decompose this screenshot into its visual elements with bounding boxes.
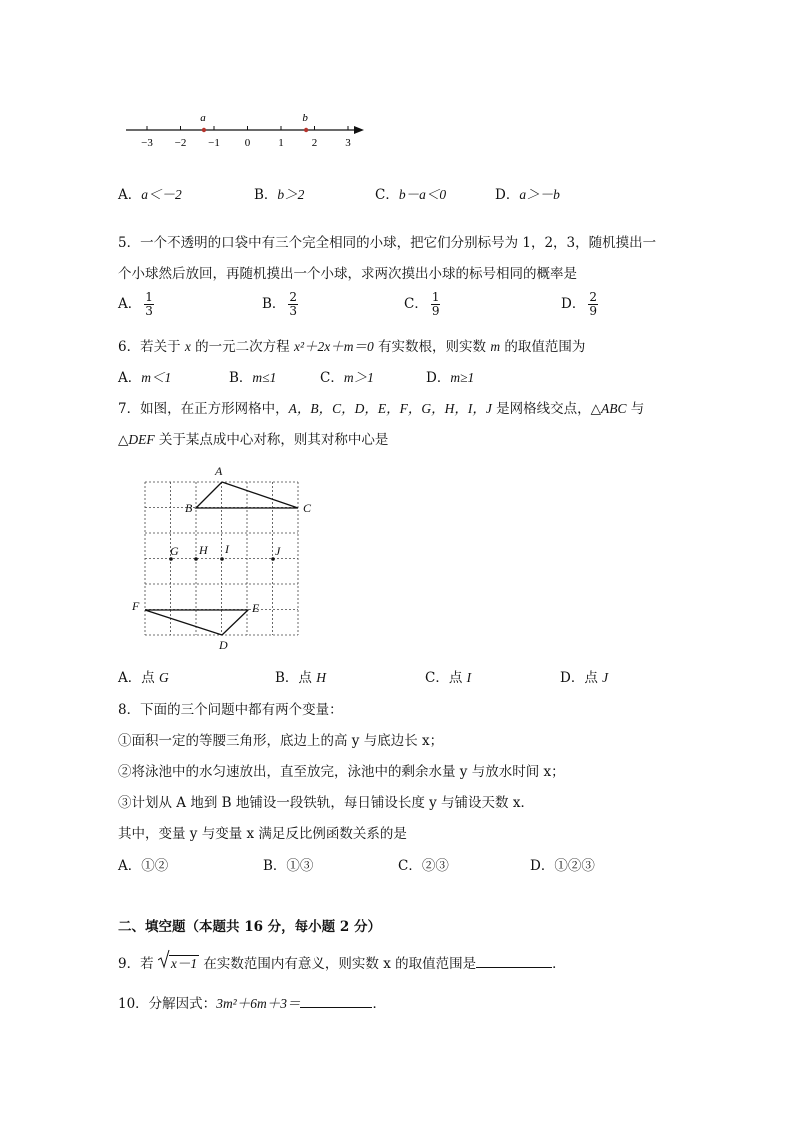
label-e: E (252, 601, 260, 615)
number-line-arrow (354, 126, 364, 134)
q8-item3: ③计划从 A 地到 B 地铺设一段铁轨，每日铺设长度 y 与铺设天数 x． (118, 795, 534, 811)
q4-option-d[interactable]: D．a＞－b (495, 187, 560, 203)
q5-option-c[interactable]: C． $\frac{1}{9}$ (404, 290, 440, 318)
number-line-tick-label: 1 (278, 137, 284, 149)
label-f: F (132, 599, 140, 613)
number-line-tick-label: −2 (174, 137, 187, 149)
q10-expression: 3m²＋6m＋3＝ (216, 996, 301, 1011)
label-i: I (225, 542, 229, 556)
q6-option-d[interactable]: D．m≥1 (426, 370, 475, 386)
q7-option-a[interactable]: A．点 G (118, 670, 169, 686)
q4-option-a[interactable]: A．a＜－2 (118, 187, 182, 203)
number-line-tick-label: −3 (141, 137, 153, 149)
q5-option-b[interactable]: B． $\frac{2}{3}$ (262, 290, 298, 318)
q5-line1: 5．一个不透明的口袋中有三个完全相同的小球，把它们分别标号为 1，2，3，随机摸出一 (118, 235, 657, 251)
number-line-tick-label: 0 (244, 137, 251, 149)
q9-stem: 9．若 x－1 在实数范围内有意义，则实数 x 的取值范围是 ． (118, 952, 566, 972)
q4-option-a-text: a＜－2 (141, 187, 182, 202)
q9-answer-blank[interactable] (476, 966, 552, 968)
q5-option-a[interactable]: A． $\frac{1}{3}$ (118, 290, 153, 318)
point-b-label: b (302, 112, 308, 124)
q7-grid-figure (128, 458, 328, 654)
q6-option-a[interactable]: A．m＜1 (118, 370, 172, 386)
q7-stem-line2: △DEF 关于某点成中心对称，则其对称中心是 (118, 432, 389, 448)
q8-option-b[interactable]: B．①③ (263, 858, 314, 874)
point-h-dot (194, 557, 198, 561)
number-line-tick-label: 2 (311, 137, 318, 149)
label-j: J (275, 544, 281, 558)
q4-option-c[interactable]: C．b－a＜0 (375, 187, 447, 203)
q6-option-b[interactable]: B．m≤1 (229, 370, 277, 386)
label-b: B (185, 501, 193, 515)
q6-option-c[interactable]: C．m＞1 (320, 370, 374, 386)
sqrt-expression: x－1 (158, 952, 199, 972)
label-g: G (170, 544, 179, 558)
number-line-tick-label: 3 (345, 137, 351, 149)
triangle-def (145, 610, 248, 635)
q7-option-d[interactable]: D．点 J (560, 670, 609, 686)
q7-stem-line1: 7．如图，在正方形网格中，A，B，C，D，E，F，G，H，I，J 是网格线交点，△ABC 与 (118, 401, 645, 417)
q10-answer-blank[interactable] (300, 1006, 372, 1008)
q8-option-c[interactable]: C．②③ (398, 858, 449, 874)
q6-equation: x²＋2x＋m＝0 (293, 339, 374, 354)
radical-sign-icon (158, 949, 170, 969)
point-a-marker (202, 128, 206, 132)
q8-item1: ①面积一定的等腰三角形，底边上的高 y 与底边长 x； (118, 733, 444, 749)
q7-option-c[interactable]: C．点 I (425, 670, 472, 686)
point-a-label: a (200, 112, 206, 124)
label-h: H (199, 543, 208, 557)
section2-title: 二、填空题（本题共 16 分，每小题 2 分） (118, 919, 381, 935)
q8-item2: ②将泳池中的水匀速放出，直至放完，泳池中的剩余水量 y 与放水时间 x； (118, 764, 565, 780)
q4-option-b-text: b＞2 (277, 187, 305, 202)
q8-option-d[interactable]: D．①②③ (530, 858, 595, 874)
q8-question: 其中，变量 y 与变量 x 满足反比例函数关系的是 (118, 826, 407, 842)
q6-stem: 6．若关于 x 的一元二次方程 x²＋2x＋m＝0 有实数根，则实数 m 的取值范围为 (118, 339, 586, 355)
label-d: D (219, 638, 228, 652)
q4-option-d-text: a＞－b (519, 187, 560, 202)
q5-option-d[interactable]: D． $\frac{2}{9}$ (561, 290, 597, 318)
number-line-figure (120, 108, 370, 154)
label-a: A (215, 464, 223, 478)
point-i-dot (220, 557, 224, 561)
q8-intro: 8．下面的三个问题中都有两个变量： (118, 702, 343, 718)
q4-option-c-text: b－a＜0 (398, 187, 447, 202)
label-c: C (303, 501, 312, 515)
point-b-marker (304, 128, 308, 132)
q10-stem: 10．分解因式：3m²＋6m＋3＝ ． (118, 996, 386, 1012)
q7-option-b[interactable]: B．点 H (275, 670, 326, 686)
number-line-tick-label: −1 (208, 137, 220, 149)
q8-option-a[interactable]: A．①② (118, 858, 169, 874)
q4-option-b[interactable]: B．b＞2 (254, 187, 305, 203)
q5-line2: 个小球然后放回，再随机摸出一个小球，求两次摸出小球的标号相同的概率是 (118, 266, 577, 282)
